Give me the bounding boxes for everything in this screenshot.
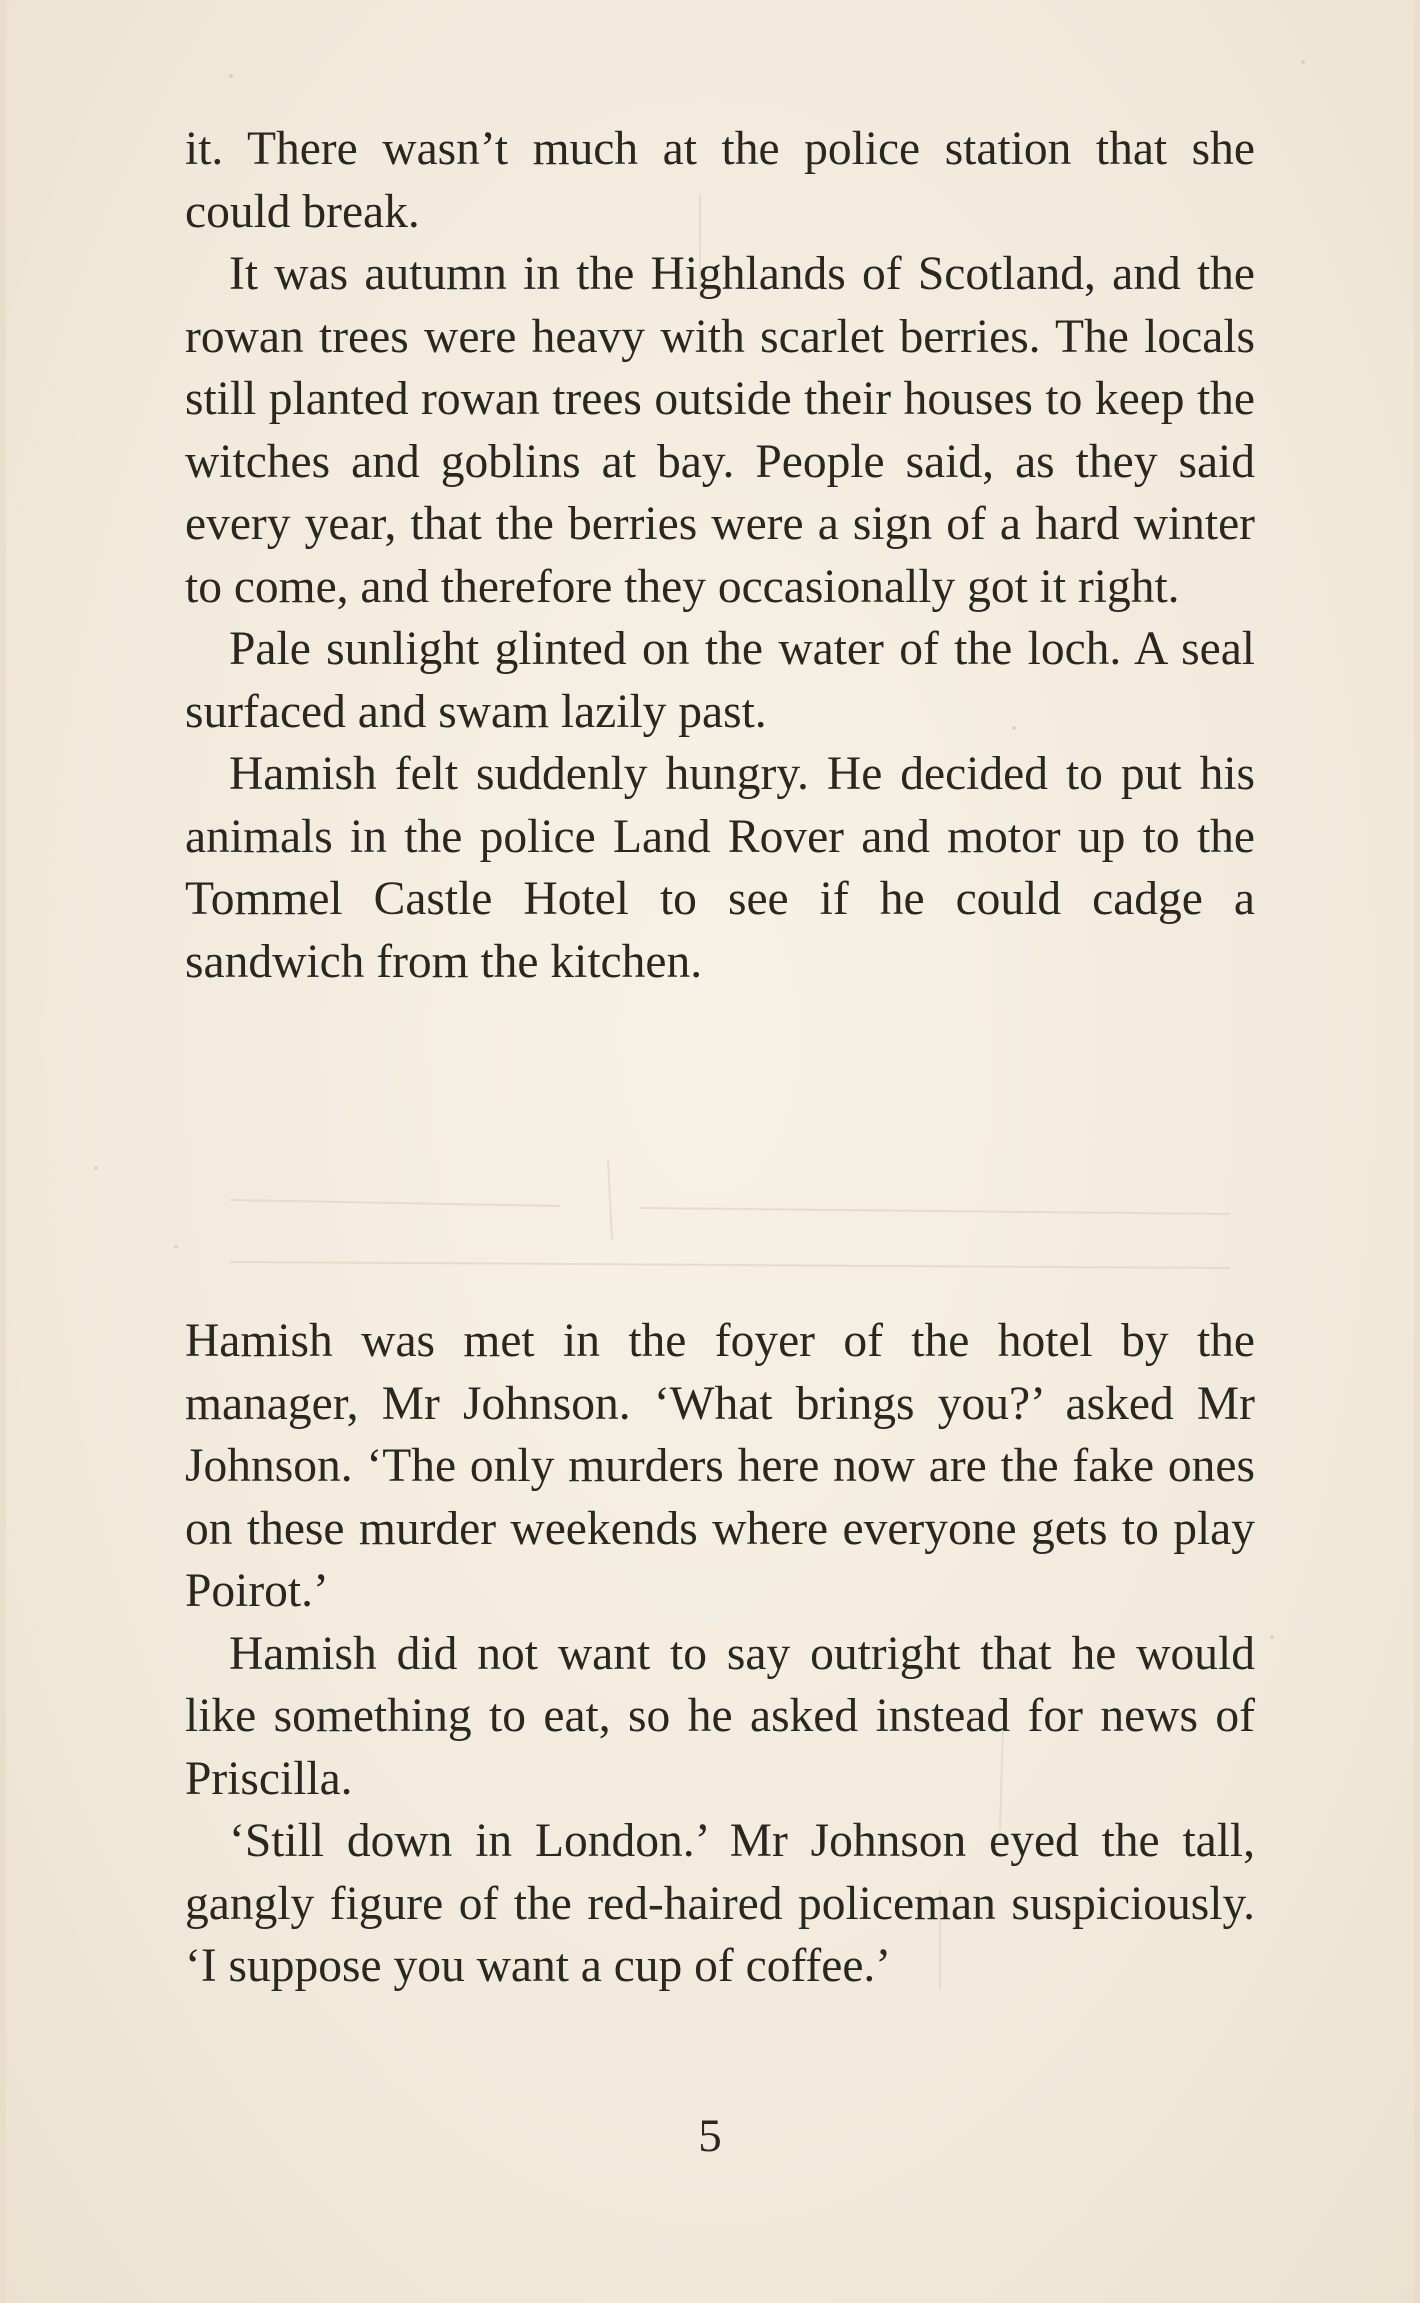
- text-section-hotel: [185, 1310, 1255, 1998]
- paragraph-hotel-foyer: Hamish was met in the foyer of the hotel by the manager, Mr Johnson. ‘What brings you?’ asked Mr Johnson. ‘The only murders here now are the fake ones on these murder weekends where everyone gets to play Poirot.’: [185, 1315, 1255, 1617]
- paragraph-continuation: it. There wasn’t much at the police station that she could break.: [185, 123, 1255, 238]
- paragraph-cup-of-coffee: ‘Still down in London.’ Mr Johnson eyed the tall, gangly figure of the red-haired policeman suspiciously. ‘I suppose you want a cup of coffee.’: [185, 1815, 1255, 1992]
- text-section-opening: [185, 118, 1255, 993]
- paragraph-hamish-hungry: Hamish felt suddenly hungry. He decided to put his animals in the police Land Rover and motor up to the Tommel Castle Hotel to see if he could cadge a sandwich from the kitchen.: [185, 748, 1255, 988]
- paragraph-pale-sunlight: Pale sunlight glinted on the water of the loch. A seal surfaced and swam lazily past.: [185, 623, 1255, 738]
- paragraph-autumn-highlands: It was autumn in the Highlands of Scotland, and the rowan trees were heavy with scarlet berries. The locals still planted rowan trees outside their houses to keep the witches and goblins at bay. People said, as they said every year, that the berries were a sign of a hard winter to come, and therefore they occasionally got it right.: [185, 248, 1255, 613]
- paragraph-news-of-priscilla: Hamish did not want to say outright that he would like something to eat, so he asked instead for news of Priscilla.: [185, 1627, 1255, 1805]
- page-number: 5: [698, 2110, 722, 2162]
